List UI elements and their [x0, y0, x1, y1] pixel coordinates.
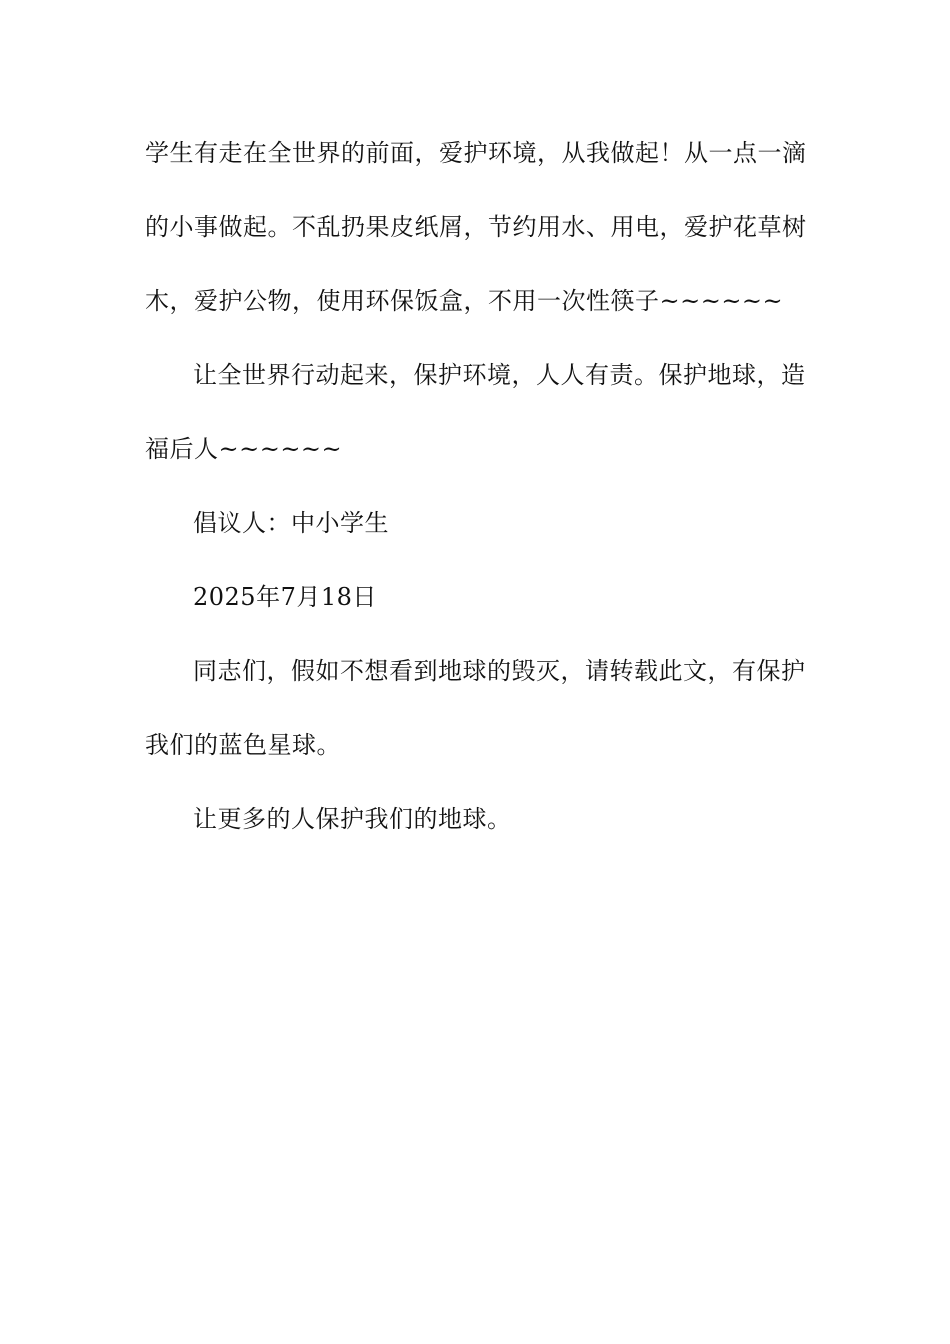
body-line: 学生有走在全世界的前面，爱护环境，从我做起！从一点一滴 [145, 139, 807, 167]
body-line: 我们的蓝色星球。 [145, 731, 341, 759]
date-line: 2025年7月18日 [193, 583, 377, 611]
body-line: 福后人~~~~~~ [145, 435, 343, 463]
signature-line: 倡议人：中小学生 [193, 509, 389, 537]
body-line: 的小事做起。不乱扔果皮纸屑，节约用水、用电，爱护花草树 [145, 213, 807, 241]
paragraph-line: 让全世界行动起来，保护环境，人人有责。保护地球，造 [193, 361, 806, 389]
paragraph-line: 同志们，假如不想看到地球的毁灭，请转载此文，有保护 [193, 657, 806, 685]
paragraph-line: 让更多的人保护我们的地球。 [193, 805, 512, 833]
body-line: 木，爱护公物，使用环保饭盒，不用一次性筷子~~~~~~ [145, 287, 784, 315]
